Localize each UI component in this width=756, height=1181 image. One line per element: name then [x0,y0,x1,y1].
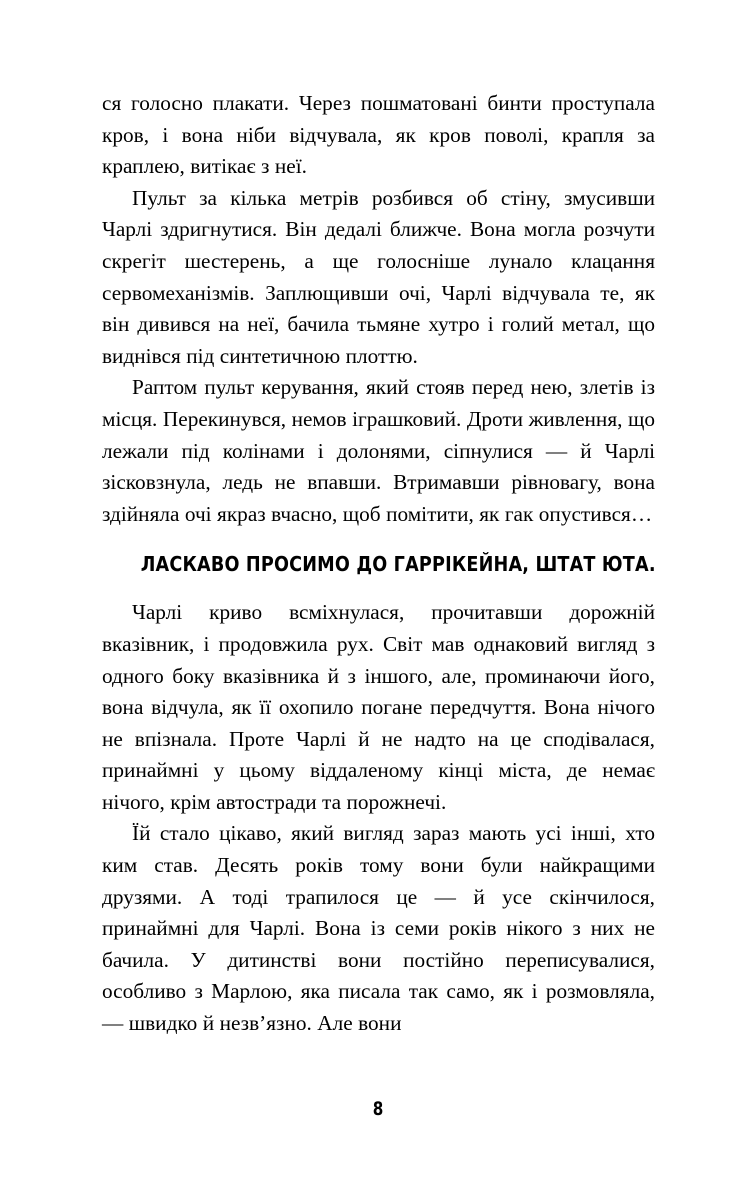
paragraph: Чарлі криво всміхнулася, прочитавши дорожній вказівник, і продовжила рух. Світ мав однаковий вигляд з одного боку вказівника й з іншого, але, проминаючи його, вона відчула, як її охопило погане передчуття. Вона нічого не впізнала. Проте Чарлі й не надто на це сподівалася, принаймні у цьому віддаленому кінці міста, де немає нічого, крім автостради та порожнечі. [102,600,655,814]
paragraph: Раптом пульт керування, який стояв перед нею, злетів із місця. Перекинувся, немов іграшковий. Дроти живлення, що лежали під колінами і долонями, сіпнулися — й Чарлі зісковзнула, ледь не впавши. Втримавши рівновагу, вона здійняла очі якраз вчасно, щоб помітити, як гак опустився… [102,375,655,526]
text-column [102,88,655,1040]
paragraph: Їй стало цікаво, який вигляд зараз мають усі інші, хто ким став. Десять років тому вони були найкращими друзями. А тоді трапилося це — й усе скінчилося, принаймні для Чарлі. Вона із семи років нікого з них не бачила. У дитинстві вони постійно переписувалися, особливо з Марлою, яка писала так само, як і розмовляла, — швидко й незв’язно. Але вони [102,821,655,1036]
spacer [102,578,655,597]
paragraph: Пульт за кілька метрів розбився об стіну, змусивши Чарлі здригнутися. Він дедалі ближче. Вона могла розчути скрегіт шестерень, а ще голосніше лунало клацання сервомеханізмів. Заплющивши очі, Чарлі відчувала те, як він дивився на неї, бачила тьмяне хутро і голий метал, що виднівся під синтетичною плоттю. [102,185,655,368]
spacer [102,530,655,550]
page-number: 8 [372,1098,384,1120]
paragraph-continued: ся голосно плакати. Через пошматовані бинти проступала кров, і вона ніби відчувала, як кров поволі, крапля за краплею, витікає з неї. [102,91,655,179]
road-sign-heading: ЛАСКАВО ПРОСИМО ДО ГАРРІКЕЙНА, ШТАТ ЮТА. [140,552,656,577]
